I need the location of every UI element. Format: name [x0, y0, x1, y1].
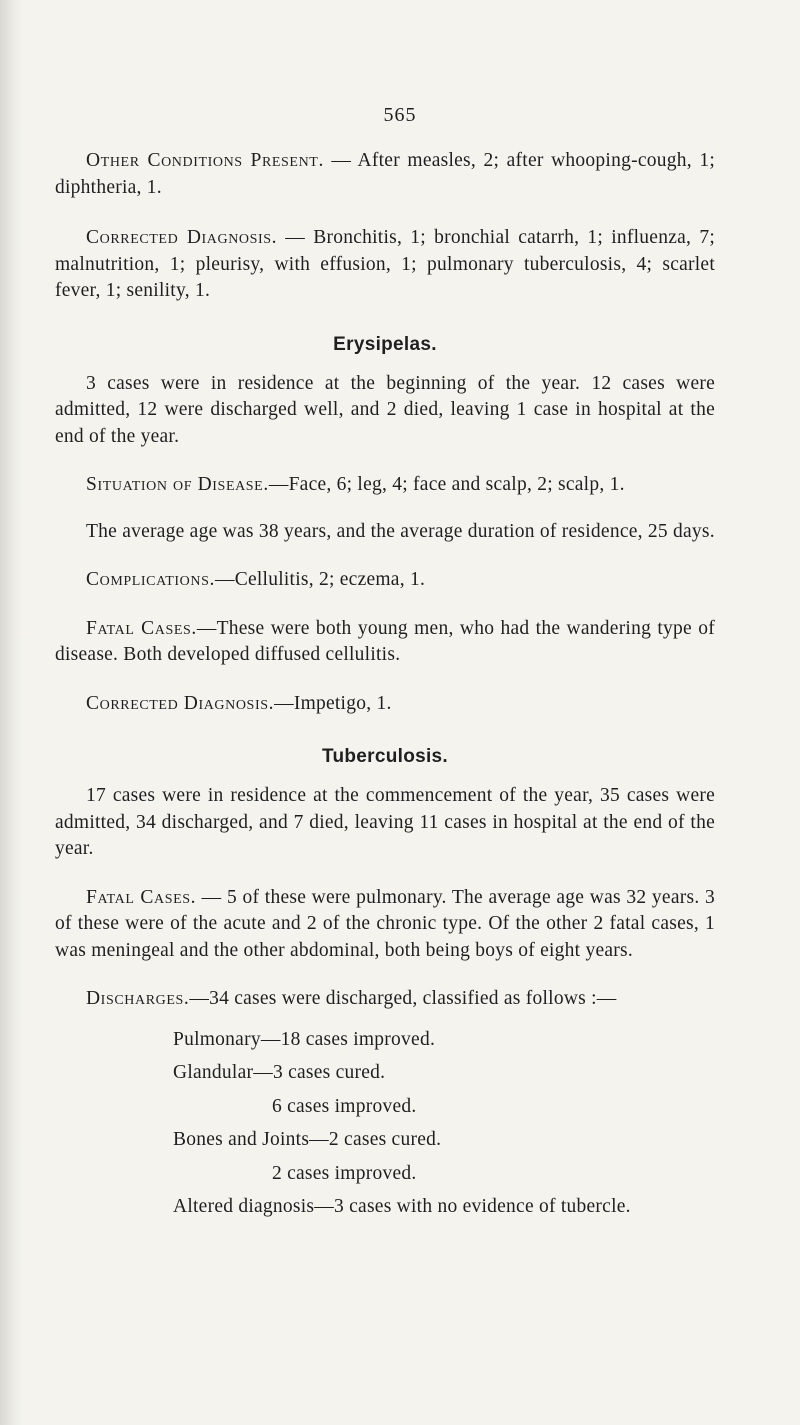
paragraph-text: —Face, 6; leg, 4; face and scalp, 2; scalp, 1. — [268, 474, 625, 495]
other-conditions-paragraph — [55, 148, 715, 201]
paragraph-text: — After measles, 2; after whooping-cough, 1; diphtheria, 1. — [55, 150, 715, 198]
section-heading-tuberculosis: Tuberculosis. — [321, 746, 449, 767]
discharges-list — [55, 1027, 715, 1221]
paragraph-label: Other Conditions Present. — [86, 150, 324, 171]
fatal-cases-paragraph — [55, 616, 715, 669]
list-item: Glandular—3 cases cured. — [173, 1062, 386, 1083]
paragraph-label: Complications. — [86, 569, 215, 590]
tuberculosis-fatal-cases-paragraph — [55, 885, 715, 965]
paragraph-text: —Impetigo, 1. — [274, 692, 392, 714]
paragraph-label: Fatal Cases. — [86, 886, 197, 908]
corrected-diagnosis-paragraph — [55, 225, 715, 305]
paragraph-text: —34 cases were discharged, classified as follows :— — [189, 988, 617, 1009]
complications-paragraph — [55, 567, 715, 594]
paragraph-text: —Cellulitis, 2; eczema, 1. — [214, 569, 426, 590]
paragraph-label: Situation of Disease. — [86, 474, 269, 495]
list-item: Bones and Joints—2 cases cured. — [173, 1129, 442, 1150]
list-item: Altered diagnosis—3 cases with no evidence of tubercle. — [173, 1196, 631, 1217]
list-item: 2 cases improved. — [272, 1162, 417, 1184]
list-item: 6 cases improved. — [272, 1095, 417, 1117]
erysipelas-intro: 3 cases were in residence at the beginning of the year. 12 cases were admitted, 12 were discharged well, and 2 died, leaving 1 case in hospital at the end of the year. — [55, 372, 715, 447]
page-number: 565 — [383, 104, 417, 126]
paragraph-text: — 5 of these were pulmonary. The average age was 32 years. 3 of these were of the acute and 2 of the chronic type. Of the other 2 fatal cases, 1 was meningeal and the other abdominal, both being boys of eight years. — [55, 886, 715, 961]
situation-of-disease-paragraph — [55, 472, 715, 499]
paragraph-label: Fatal Cases. — [86, 617, 197, 639]
page-content — [55, 148, 715, 1228]
discharges-paragraph — [55, 986, 715, 1013]
paragraph-label: Discharges. — [86, 988, 190, 1009]
tuberculosis-intro: 17 cases were in residence at the commencement of the year, 35 cases were admitted, 34 discharged, and 7 died, leaving 11 cases in hospital at the end of the year. — [55, 785, 715, 859]
average-age-paragraph: The average age was 38 years, and the average duration of residence, 25 days. — [86, 520, 715, 542]
section-heading-erysipelas: Erysipelas. — [333, 333, 437, 355]
paragraph-label: Corrected Diagnosis. — [86, 227, 278, 248]
binding-shadow — [0, 0, 22, 1425]
paragraph-text: —These were both young men, who had the wandering type of disease. Both developed diffused cellulitis. — [55, 617, 715, 665]
corrected-diagnosis-paragraph — [55, 691, 715, 718]
paragraph-text: — Bronchitis, 1; bronchial catarrh, 1; influenza, 7; malnutrition, 1; pleurisy, with effusion, 1; pulmonary tuberculosis, 4; scarlet fever, 1; senility, 1. — [55, 227, 715, 301]
list-item: Pulmonary—18 cases improved. — [173, 1028, 436, 1050]
paragraph-label: Corrected Diagnosis. — [86, 692, 275, 714]
